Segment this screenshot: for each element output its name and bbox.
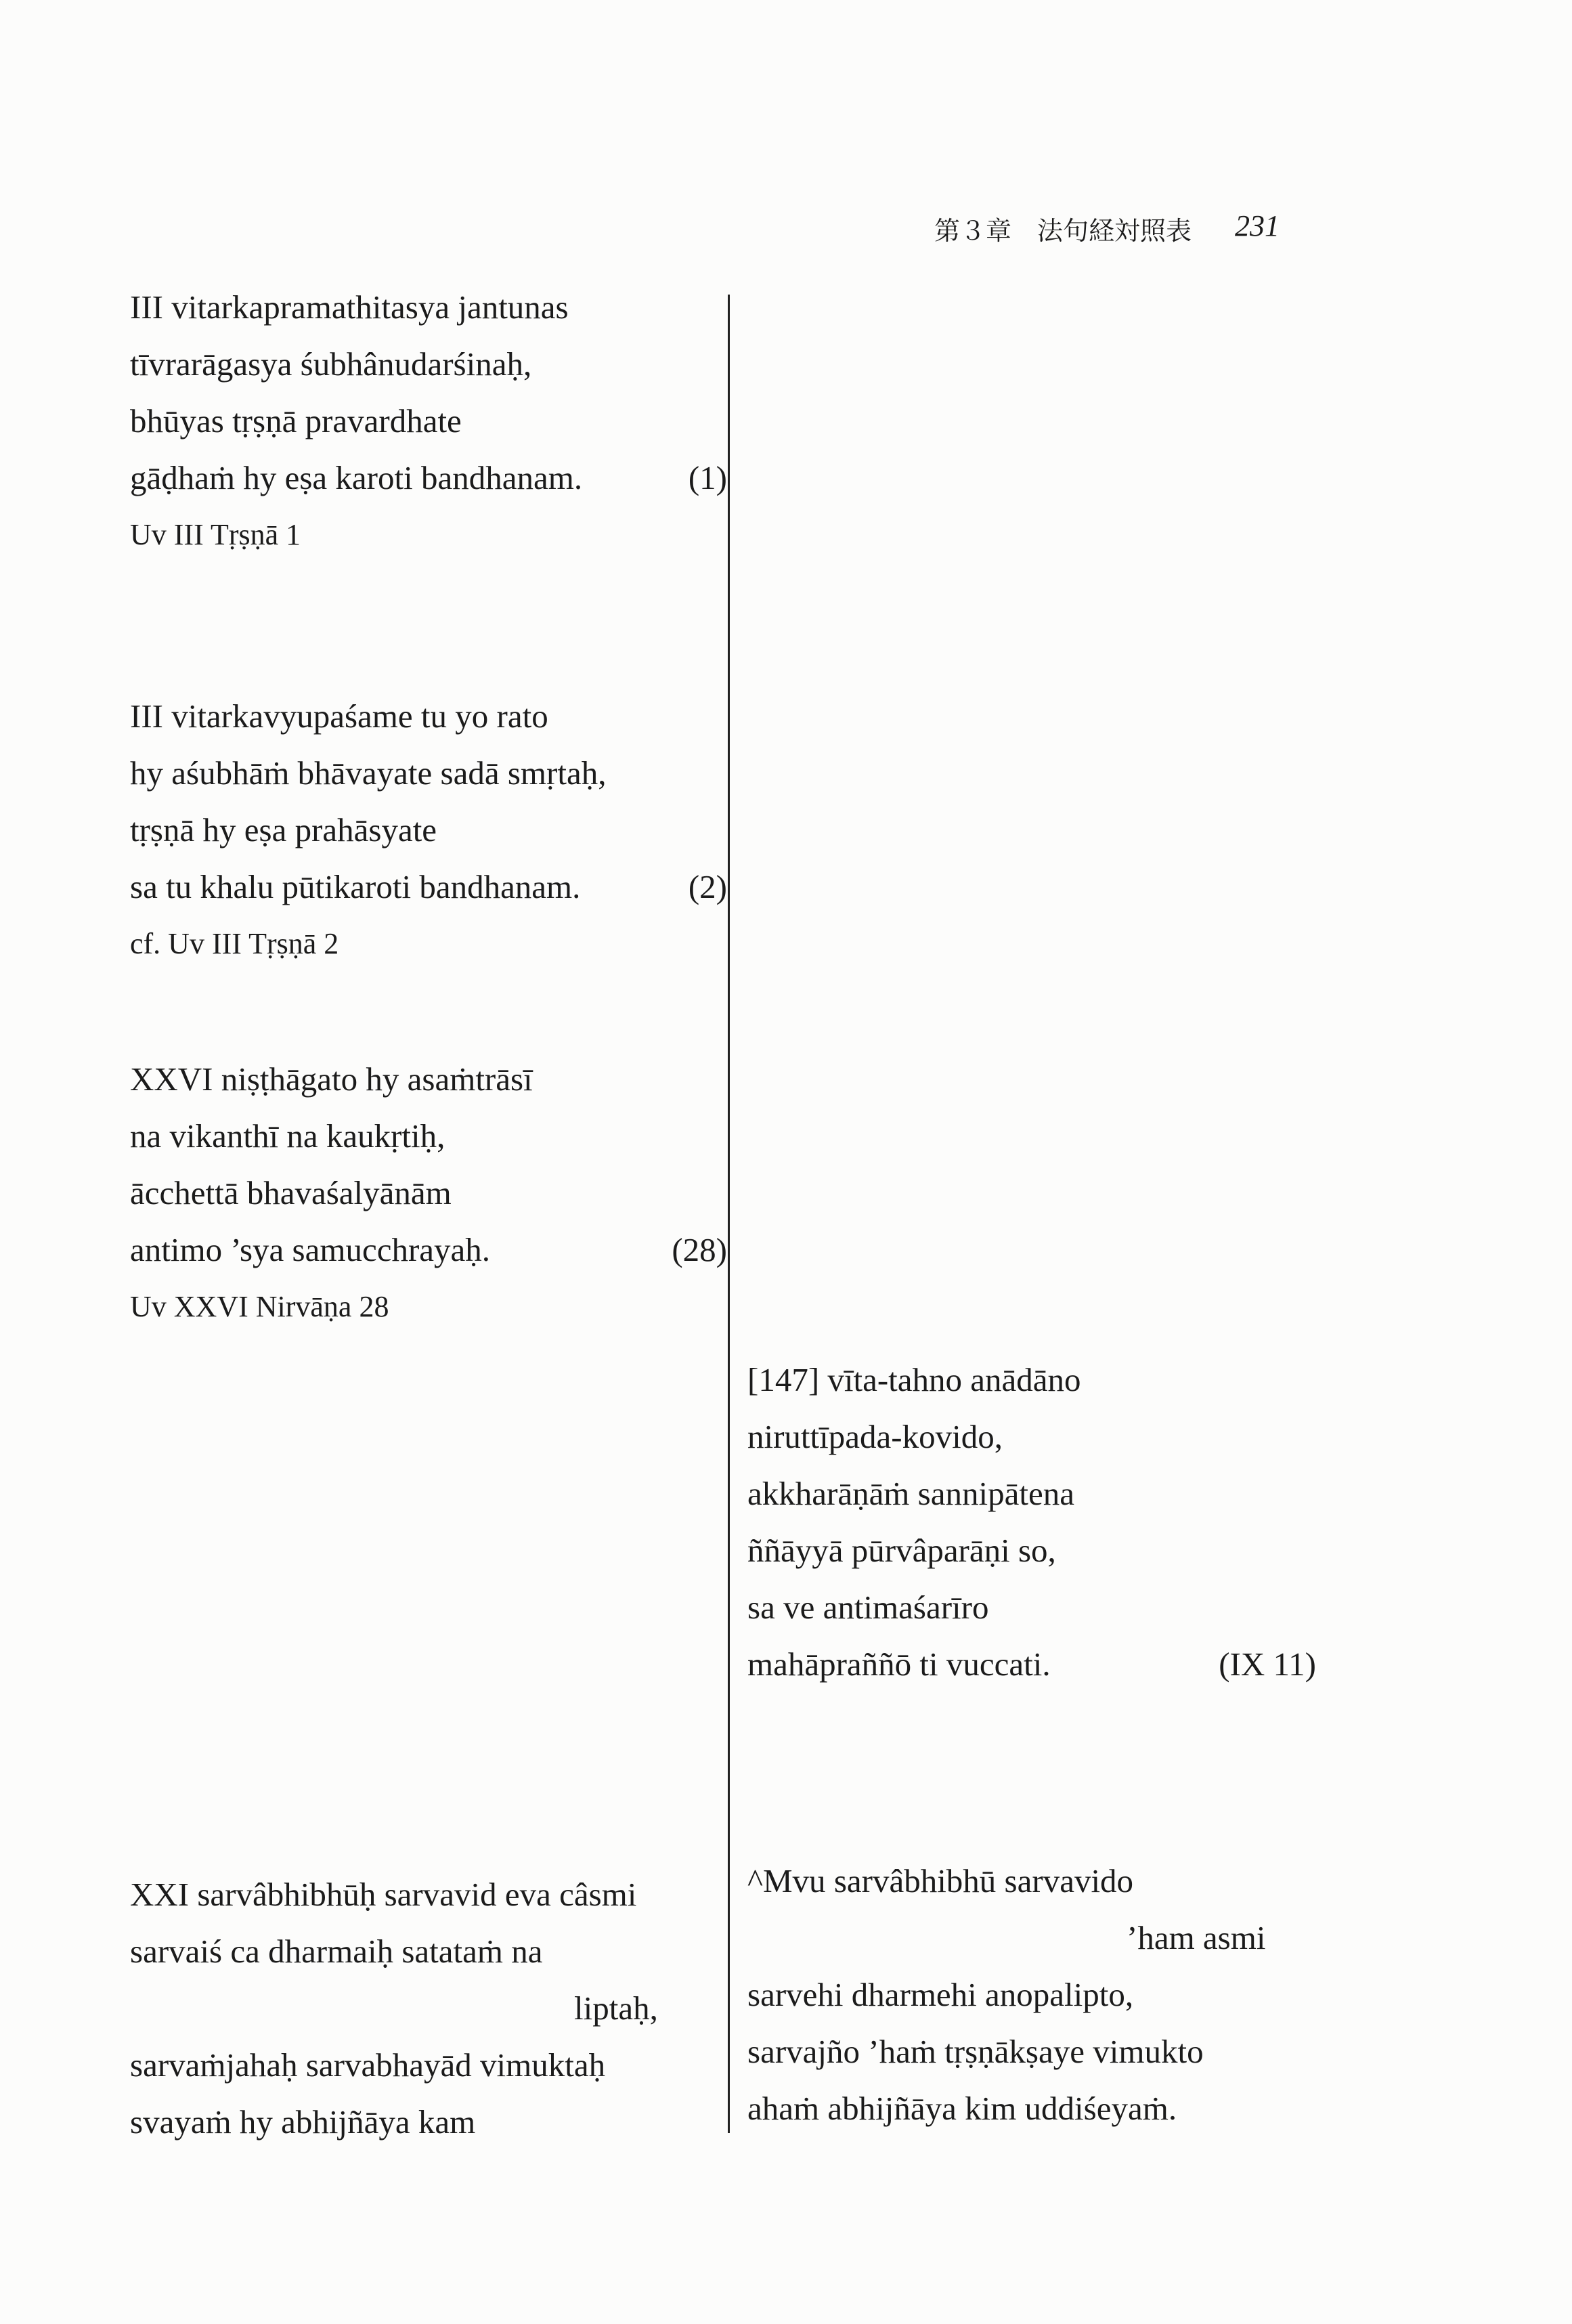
- verse-line: ’ham asmi: [1127, 1919, 1266, 1956]
- verse-line: tṛṣṇā hy eṣa prahāsyate: [130, 811, 437, 848]
- chapter-title: 第３章 法句経対照表: [934, 216, 1192, 246]
- verse-line: III vitarkapramathitasya jantunas: [130, 288, 569, 326]
- verse-label: ^Mvu: [747, 1862, 826, 1899]
- verse-label: [147]: [747, 1361, 820, 1398]
- left-entry-2: [130, 688, 726, 972]
- verse-line: hy aśubhāṁ bhāvayate sadā smṛtaḥ,: [130, 754, 607, 792]
- verse-line-text: mahāpraññō ti vuccati.: [747, 1645, 1051, 1683]
- verse-line-text: antimo ’sya samucchrayaḥ.: [130, 1231, 491, 1268]
- verse-line: ahaṁ abhijñāya kim uddiśeyaṁ.: [747, 2090, 1177, 2127]
- verse-line: ññāyyā pūrvâparāṇi so,: [747, 1532, 1056, 1569]
- verse-line: tīvrarāgasya śubhânudarśinaḥ,: [130, 345, 532, 383]
- verse-number: (2): [688, 868, 727, 905]
- verse-line-text: vīta-tahno anādāno: [827, 1361, 1081, 1398]
- verse-line: [130, 450, 726, 507]
- left-entry-4: [130, 1866, 726, 2151]
- verse-line: sa ve antimaśarīro: [747, 1589, 989, 1626]
- verse-line: [130, 1222, 726, 1278]
- verse-line: bhūyas tṛṣṇā pravardhate: [130, 402, 462, 439]
- verse-line: niruttīpada-kovido,: [747, 1418, 1003, 1455]
- column-divider: [728, 295, 730, 2133]
- verse-line: [747, 1636, 1343, 1693]
- verse-line: sarvaiś ca dharmaiḥ satataṁ na: [130, 1933, 543, 1970]
- left-entry-3: [130, 1051, 726, 1335]
- verse-number: (1): [688, 459, 727, 496]
- left-entry-1: [130, 279, 726, 563]
- verse-line: XXVI niṣṭhāgato hy asaṁtrāsī: [130, 1060, 533, 1098]
- verse-line: liptaḥ,: [574, 1989, 658, 2027]
- verse-reference: Uv XXVI Nirvāṇa 28: [130, 1290, 389, 1323]
- right-entry-1: [747, 1352, 1343, 1693]
- page-number: 231: [1235, 209, 1280, 242]
- verse-line: na vikanthī na kaukṛtiḥ,: [130, 1117, 445, 1155]
- verse-number: (28): [672, 1231, 727, 1268]
- verse-line: akkharāṇāṁ sannipātena: [747, 1475, 1074, 1512]
- verse-line-text: sa tu khalu pūtikaroti bandhanam.: [130, 868, 581, 905]
- verse-line: [747, 1352, 1343, 1408]
- verse-reference: cf. Uv III Tṛṣṇā 2: [130, 927, 339, 960]
- verse-line-text: sarvâbhibhū sarvavido: [833, 1862, 1134, 1899]
- verse-line: XXI sarvâbhibhūḥ sarvavid eva câsmi: [130, 1876, 637, 1913]
- verse-reference: Uv III Tṛṣṇā 1: [130, 518, 301, 551]
- verse-line: sarvaṁjahaḥ sarvabhayād vimuktaḥ: [130, 2046, 606, 2084]
- verse-line: sarvehi dharmehi anopalipto,: [747, 1976, 1134, 2013]
- verse-line: [130, 859, 726, 916]
- right-entry-2: [747, 1853, 1343, 2137]
- page-header: [934, 210, 1300, 251]
- verse-line: sarvajño ’haṁ tṛṣṇākṣaye vimukto: [747, 2033, 1204, 2070]
- verse-line: [747, 1853, 1343, 1910]
- verse-line: ācchettā bhavaśalyānām: [130, 1174, 452, 1211]
- verse-line: III vitarkavyupaśame tu yo rato: [130, 697, 548, 735]
- verse-line: svayaṁ hy abhijñāya kam: [130, 2103, 476, 2140]
- verse-line-text: gāḍhaṁ hy eṣa karoti bandhanam.: [130, 459, 583, 496]
- verse-reference: (IX 11): [1219, 1645, 1316, 1683]
